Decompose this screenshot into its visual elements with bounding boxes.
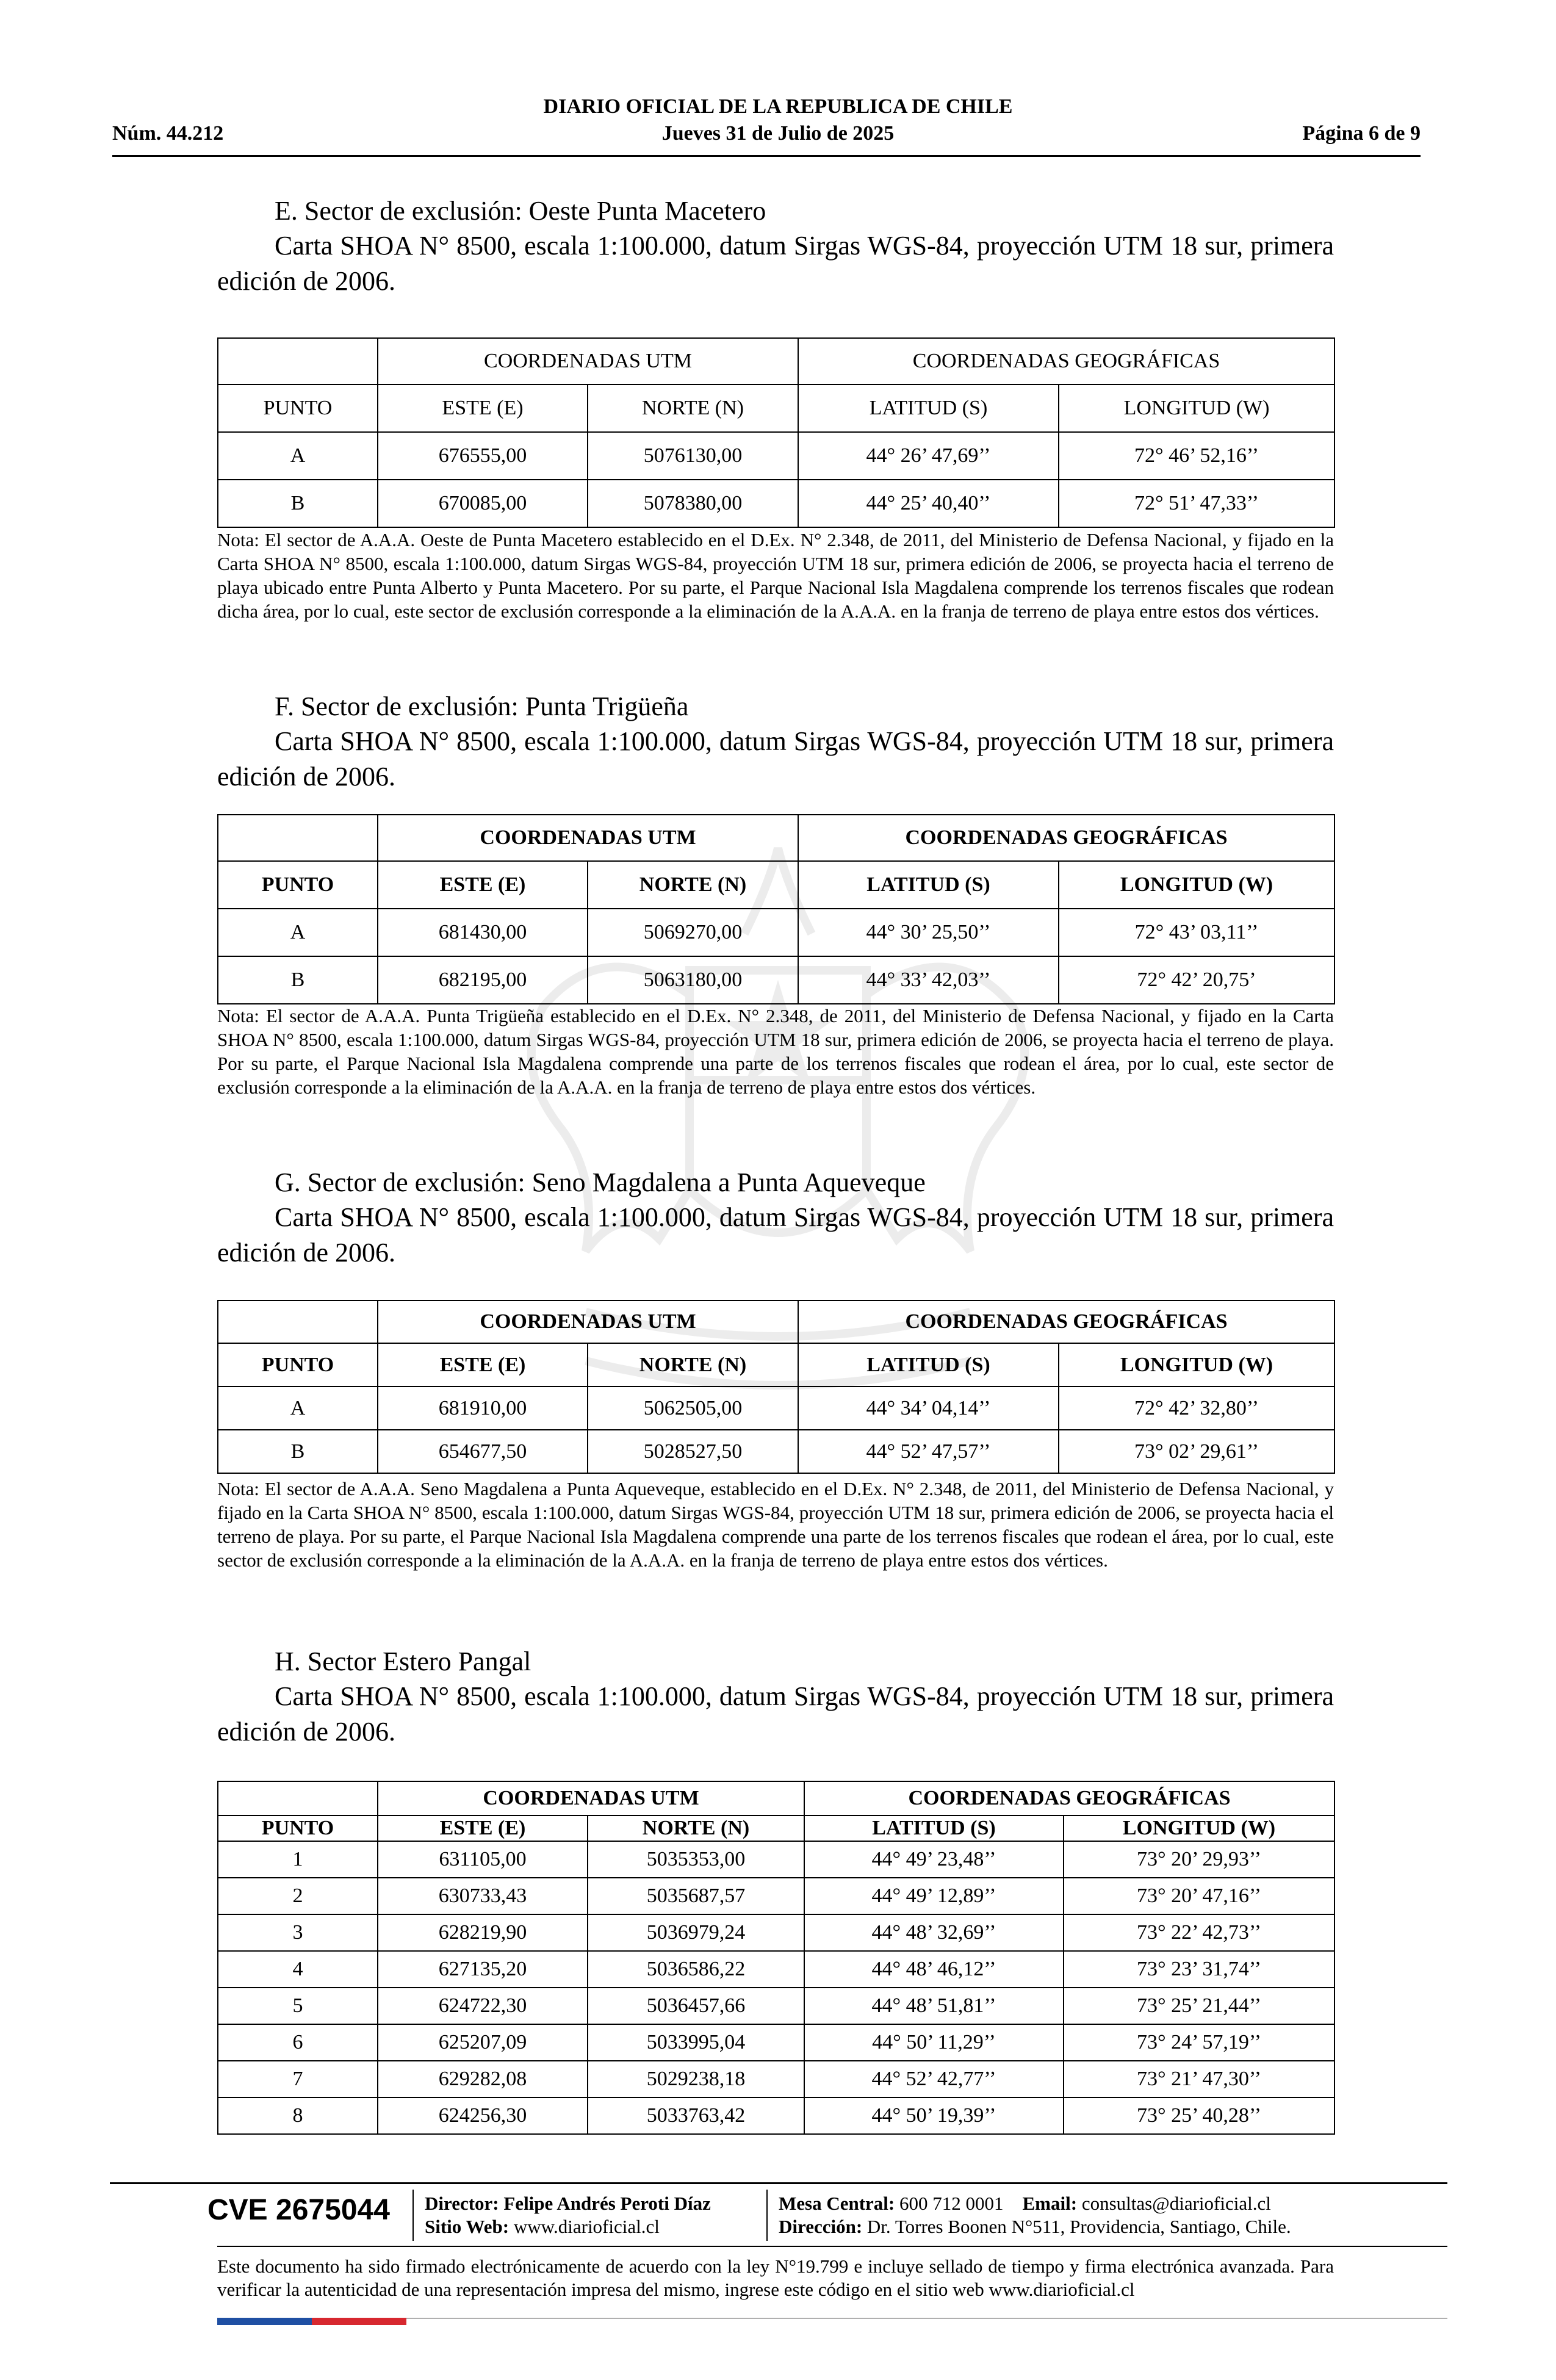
cell-punto: 8 [218,2097,378,2134]
cell-este: 624256,30 [378,2097,588,2134]
header-latitud: LATITUD (S) [804,1816,1064,1841]
header-punto: PUNTO [218,384,378,432]
section-carta: Carta SHOA N° 8500, escala 1:100.000, datum Sirgas WGS-84, proyección UTM 18 sur, primera edición de 2006. [217,726,1334,792]
director-name: Felipe Andrés Peroti Díaz [503,2193,711,2214]
table-row [218,1914,1334,1951]
cve-code: CVE 2675044 [207,2194,390,2226]
cell-latitud: 44° 25’ 40,40’’ [798,480,1059,527]
header-latitud: LATITUD (S) [798,861,1059,909]
header-divider [112,155,1421,157]
header-norte: NORTE (N) [588,1343,798,1387]
web-link[interactable]: www.diarioficial.cl [513,2216,660,2237]
section-note: Nota: El sector de A.A.A. Punta Trigüeña establecido en el D.Ex. N° 2.348, de 2011, del Ministerio de Defensa Nacional, y fijado en la Carta SHOA N° 8500, escala 1:100.000, datum Sirgas WGS-84, proyección UTM 18 sur, primera edición de 2006, se proyecta hacia el terreno de playa. Por su parte, el Parque Nacional Isla Magdalena comprende una parte de los terrenos fiscales que rodean el área, por lo cual, este sector de exclusión corresponde a la eliminación de la A.A.A. en la franja de terreno de playa entre estos dos vértices. [217,1005,1334,1098]
header-este: ESTE (E) [378,1343,588,1387]
header-geo: COORDENADAS GEOGRÁFICAS [798,338,1334,384]
header-utm: COORDENADAS UTM [378,338,798,384]
header-punto: PUNTO [218,861,378,909]
flag-stripe [217,2318,406,2325]
table-row [218,956,1334,1004]
section-h [217,1645,1334,1750]
coordinates-table-g [217,1300,1335,1474]
cell-latitud: 44° 50’ 19,39’’ [804,2097,1064,2134]
cell-norte: 5033763,42 [588,2097,804,2134]
cell-norte: 5076130,00 [588,432,798,480]
footer-divider [110,2182,1447,2184]
table-row [218,1951,1334,1988]
mesa-phone: 600 712 0001 [899,2193,1004,2214]
cell-norte: 5035353,00 [588,1841,804,1878]
cell-norte: 5033995,04 [588,2024,804,2061]
section-title: F. Sector de exclusión: Punta Trigüeña [275,691,689,721]
header-longitud: LONGITUD (W) [1059,1343,1334,1387]
table-row [218,432,1334,480]
cell-latitud: 44° 34’ 04,14’’ [798,1387,1059,1430]
table-row [218,1878,1334,1914]
cell-punto: B [218,956,378,1004]
table-row [218,909,1334,956]
table-row [218,1988,1334,2024]
cell-longitud: 72° 42’ 32,80’’ [1059,1387,1334,1430]
cell-norte: 5063180,00 [588,956,798,1004]
section-title: H. Sector Estero Pangal [275,1646,531,1676]
coordinates-table-h [217,1781,1335,2135]
cell-este: 654677,50 [378,1430,588,1473]
table-row [218,1430,1334,1473]
cell-latitud: 44° 52’ 47,57’’ [798,1430,1059,1473]
header-este: ESTE (E) [378,384,588,432]
legal-notice: Este documento ha sido firmado electrónicamente de acuerdo con la ley N°19.799 e incluye sellado de tiempo y firma electrónica avanzada. Para verificar la autenticidad de una representación impresa del mismo, ingrese este código en el sitio web www.diarioficial.cl [217,2256,1334,2300]
cell-longitud: 73° 21’ 47,30’’ [1064,2061,1334,2097]
header-norte: NORTE (N) [588,861,798,909]
cell-punto: B [218,480,378,527]
email-link[interactable]: consultas@diarioficial.cl [1081,2193,1271,2214]
cell-longitud: 73° 22’ 42,73’’ [1064,1914,1334,1951]
cell-este: 682195,00 [378,956,588,1004]
cell-norte: 5069270,00 [588,909,798,956]
cell-longitud: 72° 43’ 03,11’’ [1059,909,1334,956]
cell-longitud: 73° 23’ 31,74’’ [1064,1951,1334,1988]
cell-este: 681910,00 [378,1387,588,1430]
page-indicator: Página 6 de 9 [1302,122,1421,145]
header-longitud: LONGITUD (W) [1059,384,1334,432]
table-row [218,1841,1334,1878]
mesa-label: Mesa Central: [779,2193,895,2214]
cell-longitud: 73° 20’ 29,93’’ [1064,1841,1334,1878]
header-utm: COORDENADAS UTM [378,815,798,861]
web-label: Sitio Web: [425,2216,510,2237]
cell-longitud: 73° 02’ 29,61’’ [1059,1430,1334,1473]
cell-longitud: 73° 20’ 47,16’’ [1064,1878,1334,1914]
section-e [217,194,1334,299]
cell-norte: 5028527,50 [588,1430,798,1473]
cell-punto: 2 [218,1878,378,1914]
cell-punto: 1 [218,1841,378,1878]
header-utm: COORDENADAS UTM [378,1300,798,1343]
cell-longitud: 72° 51’ 47,33’’ [1059,480,1334,527]
header-geo: COORDENADAS GEOGRÁFICAS [798,1300,1334,1343]
cell-este: 630733,43 [378,1878,588,1914]
cell-norte: 5036457,66 [588,1988,804,2024]
cell-punto: 7 [218,2061,378,2097]
header-utm: COORDENADAS UTM [378,1781,804,1816]
section-carta: Carta SHOA N° 8500, escala 1:100.000, datum Sirgas WGS-84, proyección UTM 18 sur, primera edición de 2006. [217,231,1334,296]
cell-latitud: 44° 48’ 51,81’’ [804,1988,1064,2024]
table-row [218,2061,1334,2097]
header-latitud: LATITUD (S) [798,384,1059,432]
footer-divider-lower [217,2246,1447,2247]
cell-latitud: 44° 48’ 32,69’’ [804,1914,1064,1951]
table-corner-cell [218,338,378,384]
table-row [218,2024,1334,2061]
footer-contact-block [779,2192,1291,2238]
issue-number: Núm. 44.212 [112,122,224,145]
cell-latitud: 44° 48’ 46,12’’ [804,1951,1064,1988]
cell-punto: 4 [218,1951,378,1988]
gazette-title: DIARIO OFICIAL DE LA REPUBLICA DE CHILE [543,95,1013,118]
flag-blue-segment [217,2318,312,2325]
section-note: Nota: El sector de A.A.A. Oeste de Punta Macetero establecido en el D.Ex. N° 2.348, de 2011, del Ministerio de Defensa Nacional, y fijado en la Carta SHOA N° 8500, escala 1:100.000, datum Sirgas WGS-84, proyección UTM 18 sur, primera edición de 2006, se proyecta hacia el terreno de playa ubicado entre Punta Alberto y Punta Macetero. Por su parte, el Parque Nacional Isla Magdalena comprende los terrenos fiscales que rodean dicha área, por lo cual, este sector de exclusión corresponde a la eliminación de la A.A.A. en la franja de terreno de playa entre estos dos vértices. [217,529,1334,622]
section-f [217,690,1334,795]
cell-longitud: 72° 46’ 52,16’’ [1059,432,1334,480]
cell-punto: A [218,909,378,956]
header-punto: PUNTO [218,1343,378,1387]
footer-director-block [425,2192,711,2238]
cell-este: 628219,90 [378,1914,588,1951]
issue-date: Jueves 31 de Julio de 2025 [661,122,895,145]
cell-punto: A [218,432,378,480]
header-este: ESTE (E) [378,1816,588,1841]
cell-norte: 5029238,18 [588,2061,804,2097]
coordinates-table-f [217,814,1335,1004]
cell-latitud: 44° 49’ 12,89’’ [804,1878,1064,1914]
header-punto: PUNTO [218,1816,378,1841]
cell-latitud: 44° 50’ 11,29’’ [804,2024,1064,2061]
cell-este: 676555,00 [378,432,588,480]
section-note: Nota: El sector de A.A.A. Seno Magdalena a Punta Aqueveque, establecido en el D.Ex. N° 2.348, de 2011, del Ministerio de Defensa Nacional, y fijado en la Carta SHOA N° 8500, escala 1:100.000, datum Sirgas WGS-84, proyección UTM 18 sur, primera edición de 2006, se proyecta hacia el terreno de playa. Por su parte, el Parque Nacional Isla Magdalena comprende una parte de los terrenos fiscales que rodean el área, por lo cual, este sector de exclusión corresponde a la eliminación de la A.A.A. en la franja de terreno de playa entre estos dos vértices. [217,1478,1334,1571]
director-label: Director: [425,2193,499,2214]
header-longitud: LONGITUD (W) [1064,1816,1334,1841]
table-row [218,2097,1334,2134]
cell-norte: 5036586,22 [588,1951,804,1988]
cell-este: 670085,00 [378,480,588,527]
section-carta: Carta SHOA N° 8500, escala 1:100.000, datum Sirgas WGS-84, proyección UTM 18 sur, primera edición de 2006. [217,1202,1334,1268]
section-title: G. Sector de exclusión: Seno Magdalena a Punta Aqueveque [275,1167,926,1197]
cell-latitud: 44° 30’ 25,50’’ [798,909,1059,956]
table-corner-cell [218,1300,378,1343]
cell-latitud: 44° 33’ 42,03’’ [798,956,1059,1004]
header-norte: NORTE (N) [588,1816,804,1841]
cell-longitud: 72° 42’ 20,75’ [1059,956,1334,1004]
email-label: Email: [1022,2193,1078,2214]
cell-norte: 5035687,57 [588,1878,804,1914]
footer-separator [412,2190,414,2241]
flag-red-segment [312,2318,406,2325]
address-label: Dirección: [779,2216,863,2237]
address-value: Dr. Torres Boonen N°511, Providencia, Santiago, Chile. [866,2216,1291,2237]
header-geo: COORDENADAS GEOGRÁFICAS [798,815,1334,861]
cell-norte: 5062505,00 [588,1387,798,1430]
cell-este: 681430,00 [378,909,588,956]
cell-longitud: 73° 25’ 40,28’’ [1064,2097,1334,2134]
table-row [218,480,1334,527]
cell-punto: B [218,1430,378,1473]
header-norte: NORTE (N) [588,384,798,432]
section-carta: Carta SHOA N° 8500, escala 1:100.000, datum Sirgas WGS-84, proyección UTM 18 sur, primera edición de 2006. [217,1681,1334,1747]
cell-norte: 5078380,00 [588,480,798,527]
table-row [218,1387,1334,1430]
cell-este: 624722,30 [378,1988,588,2024]
cell-punto: A [218,1387,378,1430]
cell-punto: 5 [218,1988,378,2024]
footer-separator [766,2190,768,2241]
cell-este: 627135,20 [378,1951,588,1988]
cell-este: 631105,00 [378,1841,588,1878]
cell-punto: 6 [218,2024,378,2061]
header-geo: COORDENADAS GEOGRÁFICAS [804,1781,1334,1816]
cell-este: 625207,09 [378,2024,588,2061]
section-title: E. Sector de exclusión: Oeste Punta Macetero [275,196,766,226]
cell-longitud: 73° 24’ 57,19’’ [1064,2024,1334,2061]
table-corner-cell [218,1781,378,1816]
header-este: ESTE (E) [378,861,588,909]
coordinates-table-e [217,337,1335,528]
section-g [217,1166,1334,1271]
cell-longitud: 73° 25’ 21,44’’ [1064,1988,1334,2024]
header-longitud: LONGITUD (W) [1059,861,1334,909]
cell-latitud: 44° 49’ 23,48’’ [804,1841,1064,1878]
cell-este: 629282,08 [378,2061,588,2097]
cell-latitud: 44° 52’ 42,77’’ [804,2061,1064,2097]
cell-latitud: 44° 26’ 47,69’’ [798,432,1059,480]
cell-norte: 5036979,24 [588,1914,804,1951]
table-corner-cell [218,815,378,861]
cell-punto: 3 [218,1914,378,1951]
header-latitud: LATITUD (S) [798,1343,1059,1387]
